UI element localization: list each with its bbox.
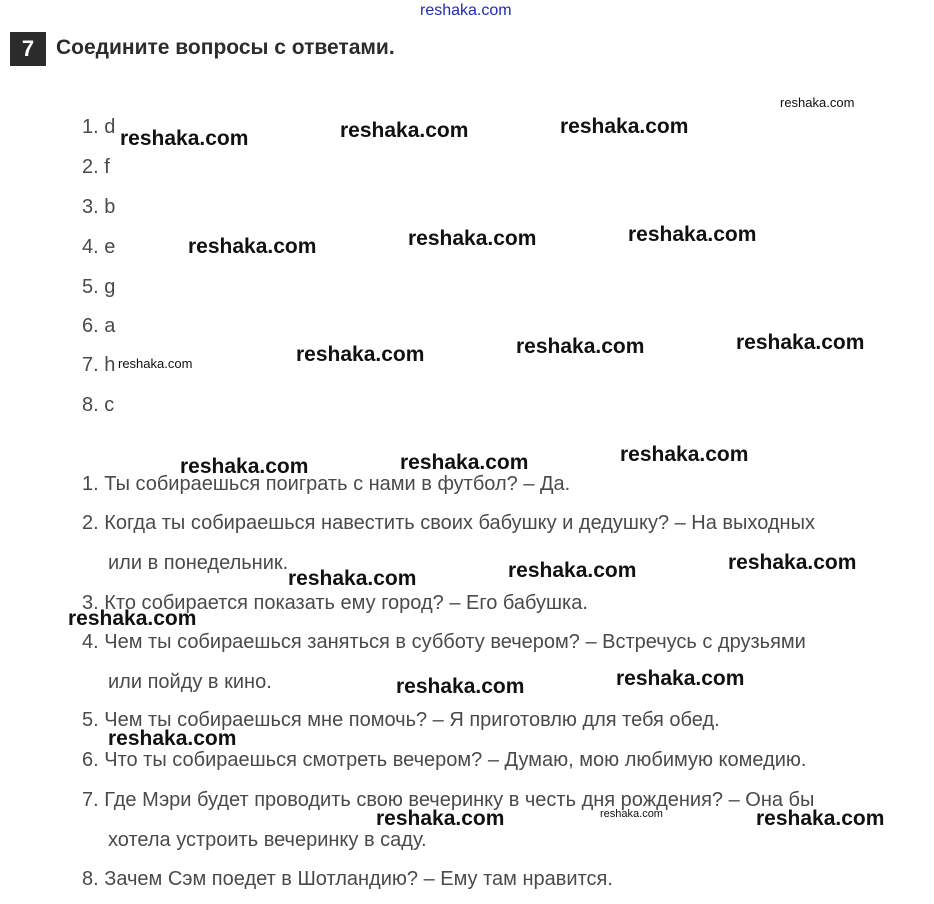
answer-item: 1. d [82,116,116,138]
answer-item: 5. g [82,276,116,298]
watermark: reshaka.com [516,335,645,358]
watermark: reshaka.com [756,807,885,830]
sentence-line: 7. Где Мэри будет проводить свою вечеринку в честь дня рождения? – Она бы [82,789,815,811]
answer-item: 7. h [82,354,116,376]
watermark: reshaka.com [728,551,857,574]
task-number-badge: 7 [10,32,46,66]
sentence-line: 5. Чем ты собираешься мне помочь? – Я приготовлю для тебя обед. [82,709,720,731]
answer-item: 8. c [82,394,115,416]
sentence-line: 2. Когда ты собираешься навестить своих бабушку и дедушку? – На выходных [82,512,815,534]
task-title: Соедините вопросы с ответами. [56,36,395,59]
watermark: reshaka.com [400,451,529,474]
watermark: reshaka.com [616,667,745,690]
watermark: reshaka.com [408,227,537,250]
watermark: reshaka.com [376,807,505,830]
watermark: reshaka.com [560,115,689,138]
watermark: reshaka.com [340,119,469,142]
sentence-line: 1. Ты собираешься поиграть с нами в футбол? – Да. [82,473,571,495]
sentence-line: 8. Зачем Сэм поедет в Шотландию? – Ему там нравится. [82,868,613,890]
watermark: reshaka.com [628,223,757,246]
watermark: reshaka.com [296,343,425,366]
watermark: reshaka.com [68,607,197,630]
answer-item: 2. f [82,156,110,178]
sentence-line: 3. Кто собирается показать ему город? – Его бабушка. [82,592,588,614]
watermark: reshaka.com [600,808,663,820]
watermark: reshaka.com [188,235,317,258]
watermark: reshaka.com [288,567,417,590]
answer-item: 4. e [82,236,116,258]
watermark: reshaka.com [180,455,309,478]
top-watermark: reshaka.com [420,2,512,19]
sentence-line: 4. Чем ты собираешься заняться в субботу вечером? – Встречусь с друзьями [82,631,806,653]
watermark: reshaka.com [396,675,525,698]
watermark: reshaka.com [108,727,237,750]
answer-item: 6. a [82,315,116,337]
watermark: reshaka.com [120,127,249,150]
sentence-line: или пойду в кино. [108,671,272,693]
watermark: reshaka.com [508,559,637,582]
sentence-line: хотела устроить вечеринку в саду. [108,829,427,851]
watermark: reshaka.com [780,95,855,110]
watermark: reshaka.com [118,356,193,371]
sentence-line: или в понедельник. [108,552,289,574]
watermark: reshaka.com [620,443,749,466]
answer-item: 3. b [82,196,116,218]
watermark: reshaka.com [736,331,865,354]
sentence-line: 6. Что ты собираешься смотреть вечером? – Думаю, мою любимую комедию. [82,749,807,771]
